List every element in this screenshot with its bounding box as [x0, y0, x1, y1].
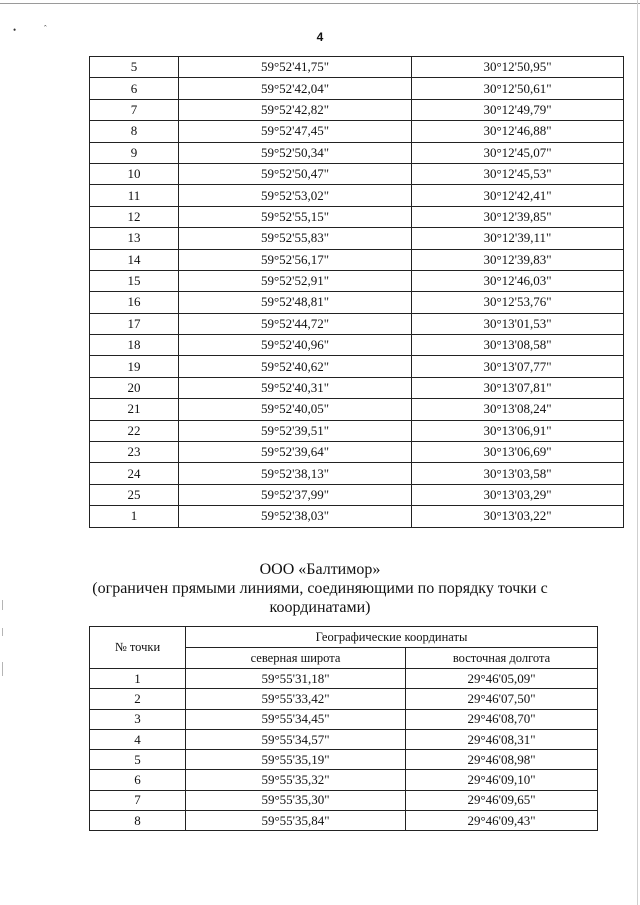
scan-right-edge: [637, 0, 638, 905]
point-number-cell: 4: [90, 729, 186, 749]
latitude-cell: 59°52'39,64": [179, 442, 412, 463]
latitude-cell: 59°55'34,45": [186, 709, 406, 729]
header-point-number: № точки: [90, 627, 186, 669]
table-row: [90, 377, 624, 398]
point-number-cell: 6: [90, 78, 179, 99]
table-row: [90, 463, 624, 484]
longitude-cell: 30°12'53,76": [412, 292, 624, 313]
longitude-cell: 30°12'45,53": [412, 163, 624, 184]
point-number-cell: 7: [90, 99, 179, 120]
longitude-cell: 29°46'07,50": [406, 689, 598, 709]
company-title: ООО «Балтимор»: [259, 561, 381, 578]
latitude-cell: 59°52'47,45": [179, 121, 412, 142]
point-number-cell: 14: [90, 249, 179, 270]
latitude-cell: 59°52'48,81": [179, 292, 412, 313]
longitude-cell: 30°12'46,03": [412, 270, 624, 291]
scan-speck: ˆ: [44, 24, 47, 33]
longitude-cell: 30°12'50,61": [412, 78, 624, 99]
table-row: [90, 121, 624, 142]
latitude-cell: 59°52'38,13": [179, 463, 412, 484]
longitude-cell: 30°12'45,07": [412, 142, 624, 163]
latitude-cell: 59°55'34,57": [186, 729, 406, 749]
point-number-cell: 11: [90, 185, 179, 206]
latitude-cell: 59°52'39,51": [179, 420, 412, 441]
header-east-longitude: восточная долгота: [406, 648, 598, 669]
table-row: [90, 78, 624, 99]
longitude-cell: 30°13'07,81": [412, 377, 624, 398]
scan-edge-mark: [2, 628, 3, 636]
header-geographic-coordinates: Географические координаты: [186, 627, 598, 648]
point-number-cell: 8: [90, 811, 186, 831]
section-heading: [0, 560, 640, 617]
latitude-cell: 59°52'52,91": [179, 270, 412, 291]
page-number: 4: [316, 30, 324, 44]
point-number-cell: 8: [90, 121, 179, 142]
scan-top-rule: [0, 3, 640, 4]
point-number-cell: 5: [90, 750, 186, 770]
point-number-cell: 21: [90, 399, 179, 420]
latitude-cell: 59°52'40,31": [179, 377, 412, 398]
point-number-cell: 1: [90, 669, 186, 689]
table-row: [90, 292, 624, 313]
longitude-cell: 30°12'49,79": [412, 99, 624, 120]
table-row: [90, 163, 624, 184]
point-number-cell: 10: [90, 163, 179, 184]
point-number-cell: 7: [90, 790, 186, 810]
boundary-description-cont: координатами): [269, 599, 371, 616]
table-row: [90, 399, 624, 420]
latitude-cell: 59°55'35,32": [186, 770, 406, 790]
table-row: [90, 228, 624, 249]
scan-edge-mark: [2, 662, 3, 676]
longitude-cell: 29°46'09,43": [406, 811, 598, 831]
table-row: [90, 689, 598, 709]
point-number-cell: 15: [90, 270, 179, 291]
point-number-cell: 24: [90, 463, 179, 484]
latitude-cell: 59°52'40,62": [179, 356, 412, 377]
table-row: [90, 335, 624, 356]
point-number-cell: 3: [90, 709, 186, 729]
longitude-cell: 30°13'03,29": [412, 484, 624, 505]
table-row: [90, 185, 624, 206]
table-row: [90, 57, 624, 78]
longitude-cell: 30°13'03,58": [412, 463, 624, 484]
latitude-cell: 59°55'35,30": [186, 790, 406, 810]
longitude-cell: 30°12'42,41": [412, 185, 624, 206]
coordinates-table-continued: [89, 56, 624, 528]
longitude-cell: 30°13'01,53": [412, 313, 624, 334]
point-number-cell: 1: [90, 506, 179, 527]
coordinates-table-baltimor: [89, 626, 598, 831]
table-row: [90, 811, 598, 831]
point-number-cell: 19: [90, 356, 179, 377]
latitude-cell: 59°52'50,34": [179, 142, 412, 163]
point-number-cell: 2: [90, 689, 186, 709]
longitude-cell: 30°13'08,24": [412, 399, 624, 420]
longitude-cell: 30°13'06,69": [412, 442, 624, 463]
longitude-cell: 29°46'08,70": [406, 709, 598, 729]
latitude-cell: 59°52'50,47": [179, 163, 412, 184]
latitude-cell: 59°55'31,18": [186, 669, 406, 689]
boundary-description: (ограничен прямыми линиями, соединяющими по порядку точки с: [92, 580, 548, 597]
longitude-cell: 30°12'39,85": [412, 206, 624, 227]
table-row: [90, 750, 598, 770]
point-number-cell: 22: [90, 420, 179, 441]
point-number-cell: 17: [90, 313, 179, 334]
table-row: [90, 790, 598, 810]
table-row: [90, 356, 624, 377]
table-row: [90, 206, 624, 227]
table-row: [90, 442, 624, 463]
longitude-cell: 30°13'03,22": [412, 506, 624, 527]
latitude-cell: 59°52'40,05": [179, 399, 412, 420]
point-number-cell: 9: [90, 142, 179, 163]
longitude-cell: 30°13'06,91": [412, 420, 624, 441]
point-number-cell: 23: [90, 442, 179, 463]
longitude-cell: 29°46'05,09": [406, 669, 598, 689]
header-north-latitude: северная широта: [186, 648, 406, 669]
point-number-cell: 16: [90, 292, 179, 313]
table-row: [90, 420, 624, 441]
longitude-cell: 29°46'09,10": [406, 770, 598, 790]
latitude-cell: 59°52'40,96": [179, 335, 412, 356]
scan-speck: •: [13, 25, 17, 35]
longitude-cell: 30°12'46,88": [412, 121, 624, 142]
latitude-cell: 59°52'42,04": [179, 78, 412, 99]
latitude-cell: 59°55'33,42": [186, 689, 406, 709]
table-row: [90, 142, 624, 163]
latitude-cell: 59°55'35,84": [186, 811, 406, 831]
point-number-cell: 13: [90, 228, 179, 249]
point-number-cell: 12: [90, 206, 179, 227]
table-row: [90, 270, 624, 291]
table-row: [90, 313, 624, 334]
latitude-cell: 59°52'55,15": [179, 206, 412, 227]
latitude-cell: 59°52'37,99": [179, 484, 412, 505]
longitude-cell: 30°13'08,58": [412, 335, 624, 356]
table-row: [90, 709, 598, 729]
table-row: [90, 506, 624, 527]
latitude-cell: 59°52'38,03": [179, 506, 412, 527]
table-row: [90, 99, 624, 120]
latitude-cell: 59°52'41,75": [179, 57, 412, 78]
longitude-cell: 30°12'39,11": [412, 228, 624, 249]
table-row: [90, 770, 598, 790]
point-number-cell: 5: [90, 57, 179, 78]
table-row: [90, 669, 598, 689]
table-row: [90, 249, 624, 270]
point-number-cell: 25: [90, 484, 179, 505]
longitude-cell: 30°13'07,77": [412, 356, 624, 377]
longitude-cell: 29°46'08,98": [406, 750, 598, 770]
latitude-cell: 59°52'44,72": [179, 313, 412, 334]
table-row: [90, 484, 624, 505]
longitude-cell: 30°12'39,83": [412, 249, 624, 270]
longitude-cell: 29°46'08,31": [406, 729, 598, 749]
latitude-cell: 59°52'55,83": [179, 228, 412, 249]
longitude-cell: 30°12'50,95": [412, 57, 624, 78]
point-number-cell: 18: [90, 335, 179, 356]
longitude-cell: 29°46'09,65": [406, 790, 598, 810]
latitude-cell: 59°52'42,82": [179, 99, 412, 120]
point-number-cell: 20: [90, 377, 179, 398]
latitude-cell: 59°55'35,19": [186, 750, 406, 770]
latitude-cell: 59°52'56,17": [179, 249, 412, 270]
table-row: [90, 729, 598, 749]
point-number-cell: 6: [90, 770, 186, 790]
latitude-cell: 59°52'53,02": [179, 185, 412, 206]
